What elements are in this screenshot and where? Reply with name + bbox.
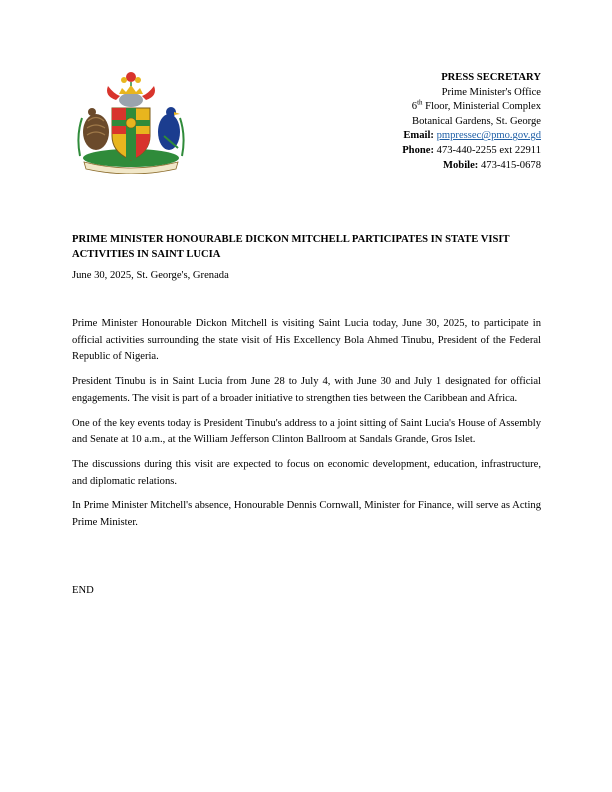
end-marker: END [72, 585, 94, 596]
body-paragraph: President Tinubu is in Saint Lucia from June 28 to July 4, with June 30 and July 1 designated for official engagements. The visit is part of a broader initiative to strengthen ties between the Caribbean and Africa. [72, 376, 541, 404]
press-release-body [72, 316, 541, 540]
contact-title: PRESS SECRETARY [441, 72, 541, 83]
press-release-headline: PRIME MINISTER HONOURABLE DICKON MITCHELL PARTICIPATES IN STATE VISIT ACTIVITIES IN SAINT LUCIA [72, 234, 510, 260]
grenada-coat-of-arms-logo [70, 66, 192, 174]
press-contact-block [402, 71, 541, 173]
crest-crown [119, 85, 143, 94]
contact-email-line [402, 129, 541, 144]
mobile-label: Mobile: [443, 159, 479, 171]
body-paragraph: The discussions during this visit are expected to focus on economic development, education, infrastructure, and diplomatic relations. [72, 458, 541, 487]
body-paragraph: One of the key events today is President Tinubu's address to a joint sitting of Saint Lucia's House of Assembly and Senate at 10 a.m., at the William Jefferson Clinton Ballroom at Sandals Grande, Gros Islet. [72, 417, 541, 446]
contact-address: Botanical Gardens, St. George [412, 115, 541, 127]
contact-phone-line [402, 144, 541, 159]
body-paragraph: In Prime Minister Mitchell's absence, Honourable Dennis Cornwall, Minister for Finance, will serve as Acting Prime Minister. [72, 500, 541, 529]
dateline: June 30, 2025, St. George's, Grenada [72, 270, 229, 281]
contact-office: Prime Minister's Office [441, 86, 541, 98]
crest-flower [126, 72, 136, 82]
contact-mobile-line [402, 159, 541, 174]
floor-text: Floor, Ministerial Complex [422, 101, 541, 113]
phone-label: Phone: [402, 144, 434, 156]
floor-number: 6 [411, 101, 418, 113]
email-link[interactable]: pmpressec@pmo.gov.gd [436, 130, 541, 142]
dove-supporter [158, 114, 180, 150]
floor-suffix: th [417, 98, 423, 107]
crest-helmet [119, 93, 143, 107]
mobile-number: 473-415-0678 [480, 159, 541, 171]
body-paragraph: Prime Minister Honourable Dickon Mitchell is visiting Saint Lucia today, June 30, 2025, to participate in official activities surrounding the state visit of His Excellency Bola Ahmed Tinubu, President of the Federal Republic of Nigeria. [72, 318, 541, 363]
phone-number: 473-440-2255 ext 22911 [436, 144, 541, 156]
contact-floor [402, 100, 541, 115]
email-label: Email: [403, 130, 434, 142]
